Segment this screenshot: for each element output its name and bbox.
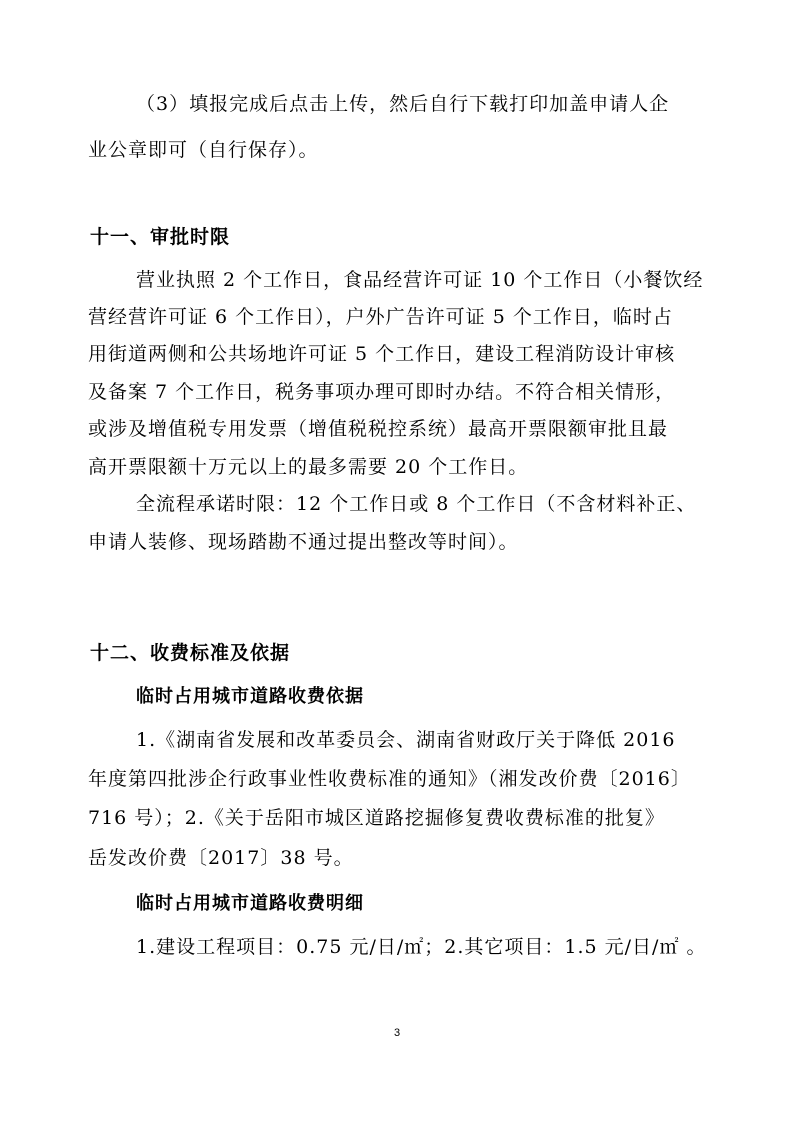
section-heading-fee-standard: 十二、收费标准及依据 [90,642,291,664]
approval-paragraph-line: 或涉及增值税专用发票（增值税税控系统）最高开票限额审批且最 [88,418,669,440]
approval-paragraph-line: 营经营许可证 6 个工作日），户外广告许可证 5 个工作日，临时占 [88,306,673,328]
subheading-fee-detail: 临时占用城市道路收费明细 [136,893,364,914]
fee-detail-line: 1.建设工程项目：0.75 元/日/㎡；2.其它项目：1.5 元/日/㎡ 。 [136,936,707,958]
paragraph-upload-line-2: 业公章即可（自行保存）。 [88,139,319,161]
paragraph-upload-line-1: （3）填报完成后点击上传，然后自行下载打印加盖申请人企 [136,93,670,115]
fee-basis-line: 1.《湖南省发展和改革委员会、湖南省财政厅关于降低 2016 [136,729,676,751]
approval-paragraph-line: 及备案 7 个工作日，税务事项办理可即时办结。不符合相关情形， [88,381,676,403]
approval-paragraph-line: 高开票限额十万元以上的最多需要 20 个工作日。 [88,456,529,478]
approval-paragraph-line: 用街道两侧和公共场地许可证 5 个工作日，建设工程消防设计审核 [88,343,676,365]
fee-basis-line: 716 号）；2.《关于岳阳市城区道路挖掘修复费收费标准的批复》 [88,807,665,829]
page-number: 3 [393,1027,401,1039]
section-heading-approval-time: 十一、审批时限 [90,226,231,248]
fee-basis-line: 年度第四批涉企行政事业性收费标准的通知》（湘发改价费〔2016〕 [88,768,691,790]
fee-basis-line: 岳发改价费〔2017〕38 号。 [88,847,354,869]
subheading-fee-basis: 临时占用城市道路收费依据 [136,686,364,707]
commitment-paragraph-line: 全流程承诺时限：12 个工作日或 8 个工作日（不含材料补正、 [136,493,697,515]
commitment-paragraph-line: 申请人装修、现场踏勘不通过提出整改等时间）。 [88,531,519,553]
approval-paragraph-line: 营业执照 2 个工作日，食品经营许可证 10 个工作日（小餐饮经 [136,269,704,291]
